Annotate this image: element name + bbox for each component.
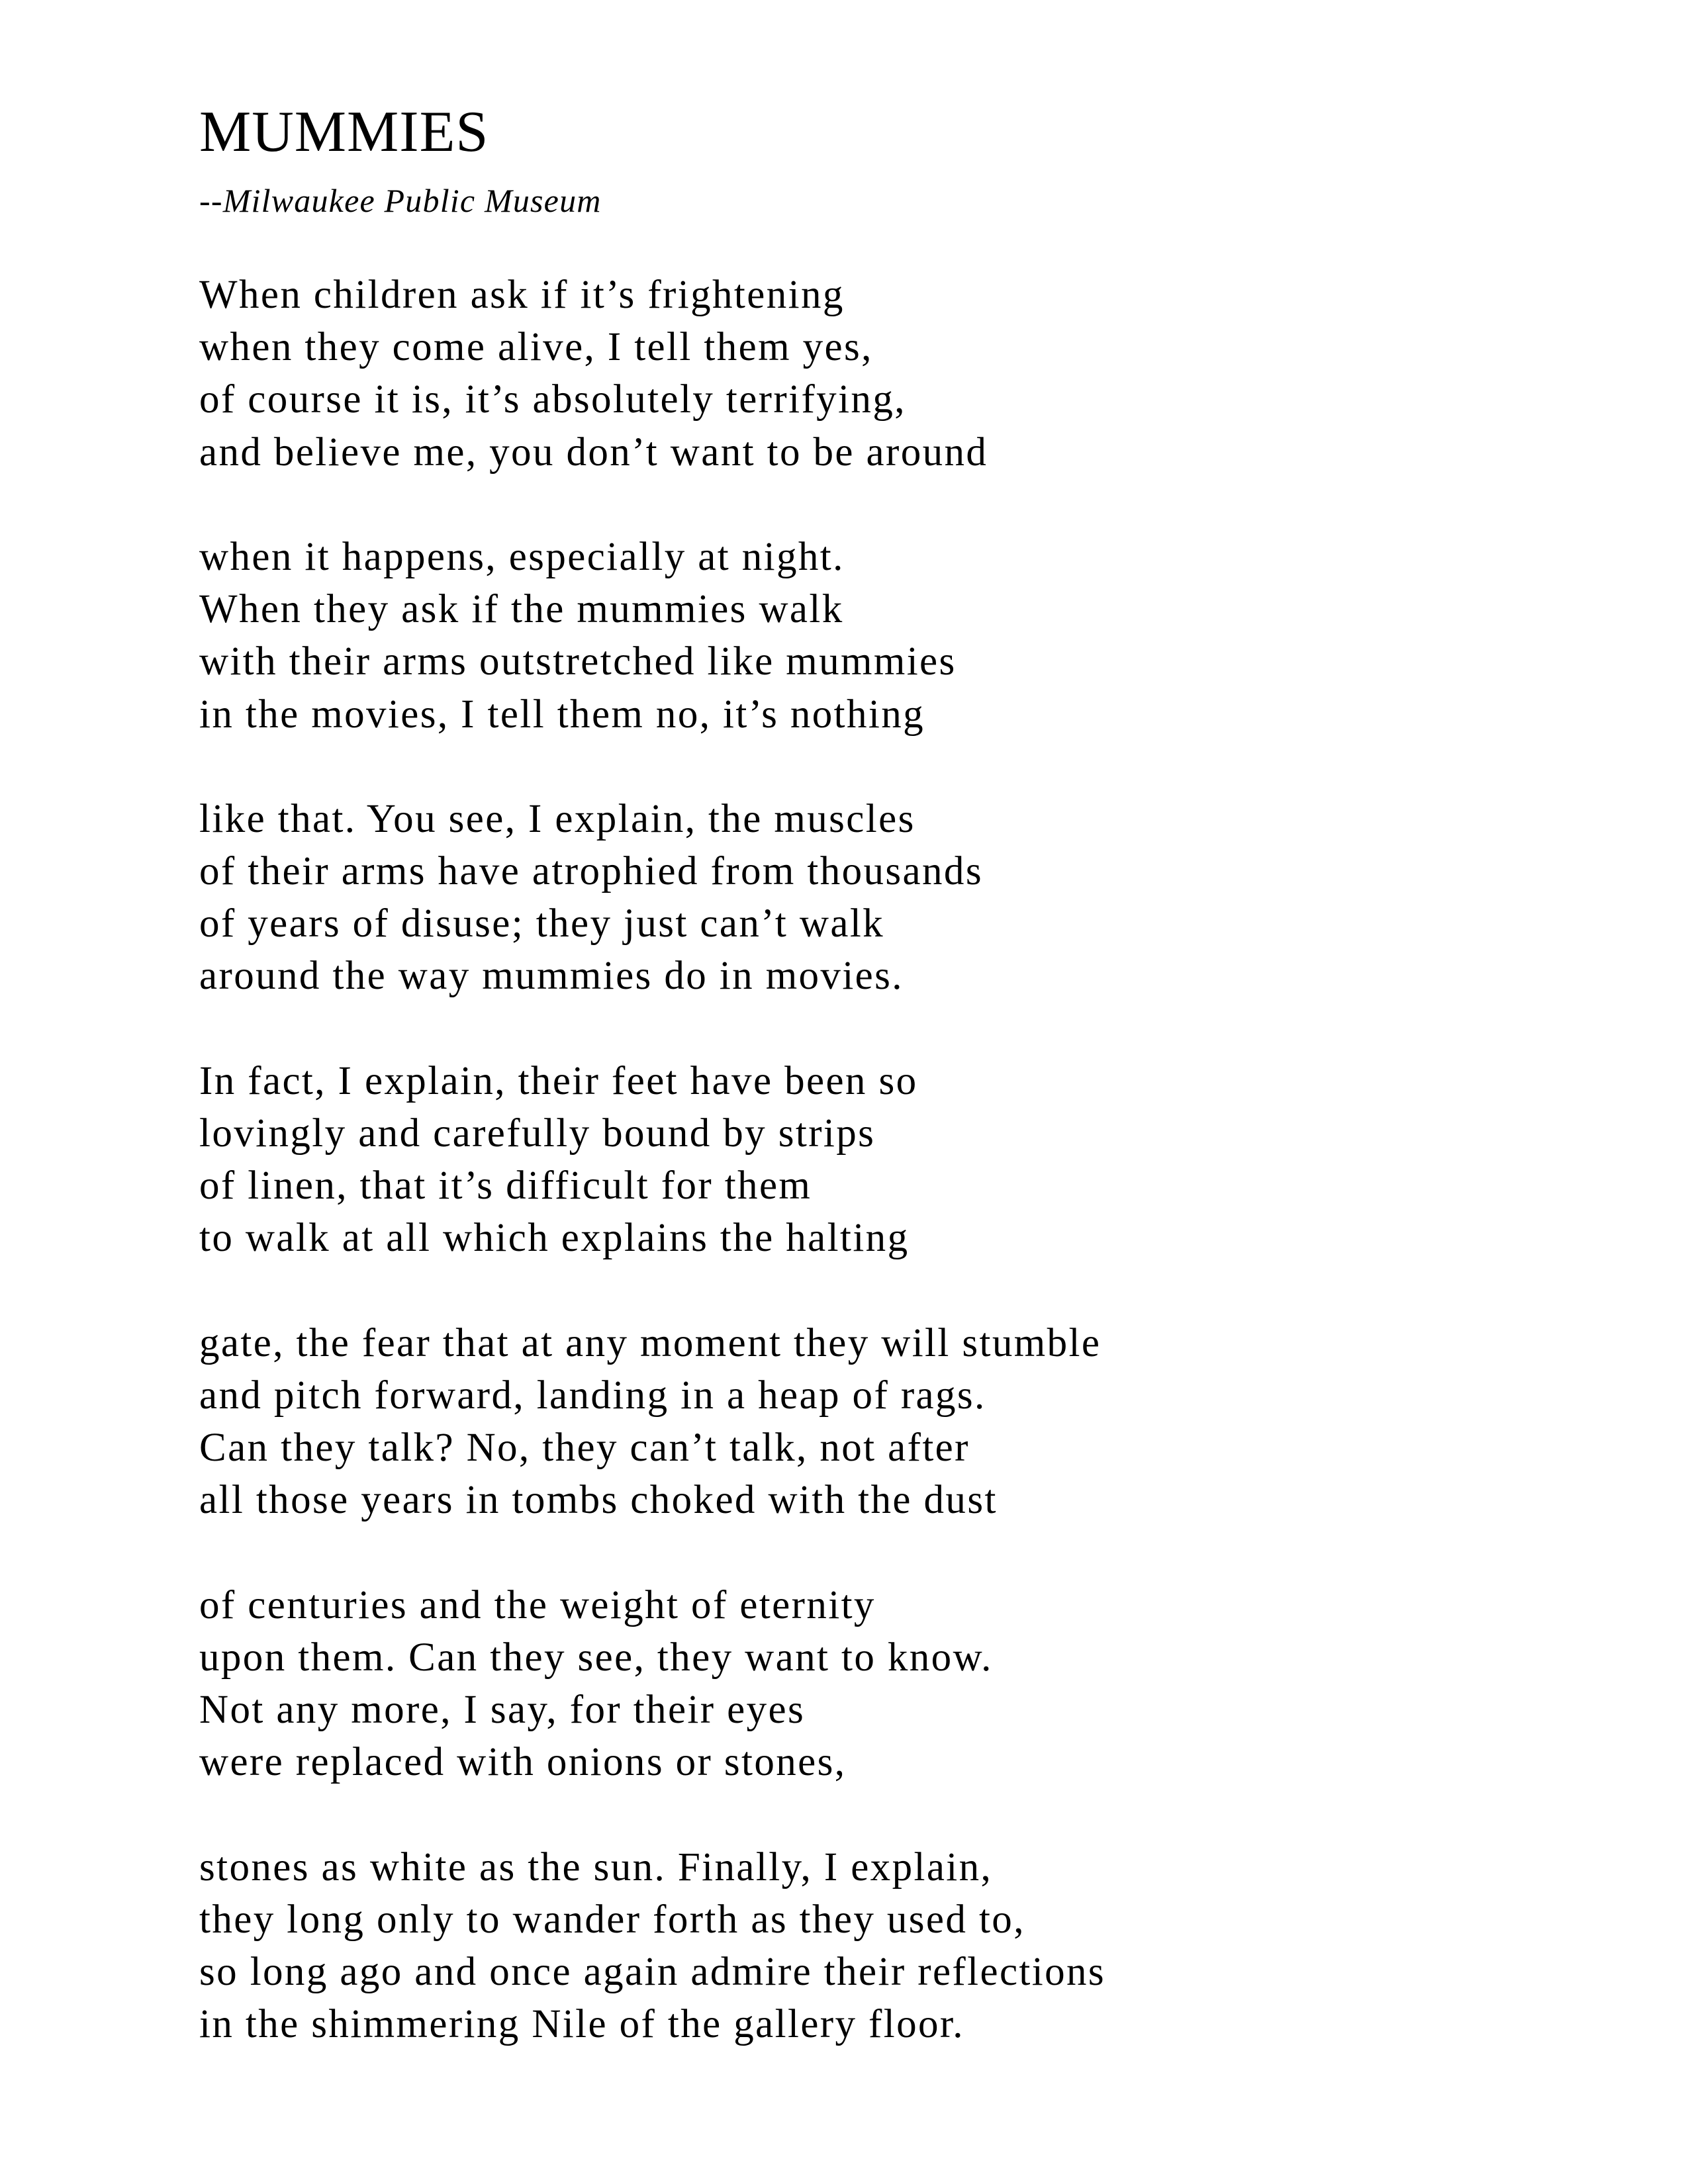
poem-body [199, 269, 1105, 2103]
poem-line: so long ago and once again admire their reflections [199, 1950, 1106, 1994]
poem-line: in the movies, I tell them no, it’s nothing [199, 692, 925, 737]
stanza [199, 793, 1105, 1003]
poem-line: in the shimmering Nile of the gallery floor. [199, 2002, 964, 2047]
poem-subtitle: --Milwaukee Public Museum [199, 182, 602, 219]
poem-line: stones as white as the sun. Finally, I explain, [199, 1844, 993, 1889]
poem-line: of years of disuse; they just can’t walk [199, 901, 885, 946]
stanza [199, 531, 1105, 741]
stanza [199, 269, 1105, 478]
poem-line: to walk at all which explains the halting [199, 1216, 910, 1261]
poem-line: with their arms outstretched like mummies [199, 639, 957, 684]
poem-line: of centuries and the weight of eternity [199, 1582, 876, 1627]
poem-line: when they come alive, I tell them yes, [199, 325, 873, 370]
poem-line: they long only to wander forth as they used to, [199, 1897, 1025, 1942]
poem-line: of course it is, it’s absolutely terrifying, [199, 377, 906, 422]
stanza [199, 1055, 1105, 1265]
poem-title: MUMMIES [199, 100, 489, 164]
poem-line: when it happens, especially at night. [199, 534, 845, 579]
poem-line: of linen, that it’s difficult for them [199, 1163, 812, 1208]
poem-line: lovingly and carefully bound by strips [199, 1111, 876, 1156]
poem-line: and pitch forward, landing in a heap of rags. [199, 1373, 986, 1418]
poem-line: Can they talk? No, they can’t talk, not after [199, 1426, 970, 1471]
poem-line: gate, the fear that at any moment they will stumble [199, 1320, 1102, 1365]
stanza [199, 1579, 1105, 1789]
poem-line: and believe me, you don’t want to be around [199, 430, 988, 475]
poem-line: of their arms have atrophied from thousands [199, 849, 983, 894]
stanza [199, 1841, 1105, 2051]
stanza [199, 1317, 1105, 1527]
poem-line: upon them. Can they see, they want to know. [199, 1635, 993, 1680]
poem-line: were replaced with onions or stones, [199, 1740, 847, 1785]
poem-line: Not any more, I say, for their eyes [199, 1688, 806, 1733]
poem-line: When they ask if the mummies walk [199, 587, 844, 632]
poem-line: like that. You see, I explain, the muscles [199, 796, 915, 841]
poem-line: When children ask if it’s frightening [199, 273, 845, 317]
poem-line: In fact, I explain, their feet have been so [199, 1058, 918, 1103]
poem-line: all those years in tombs choked with the dust [199, 1478, 998, 1523]
poem-line: around the way mummies do in movies. [199, 954, 904, 999]
